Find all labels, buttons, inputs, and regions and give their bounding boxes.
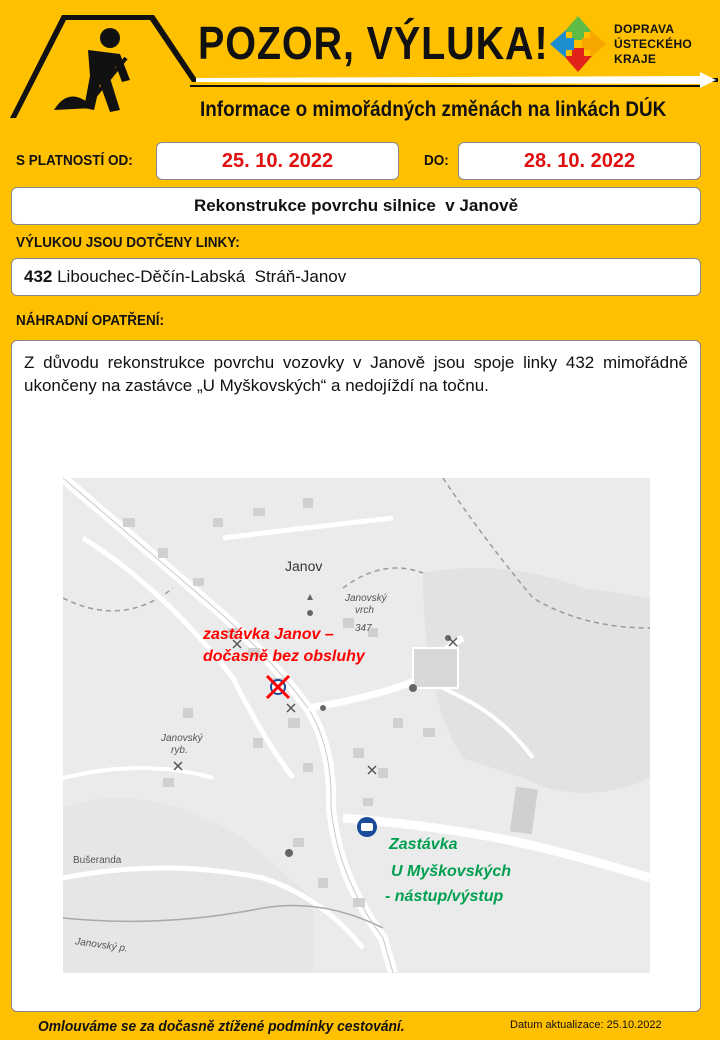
line-route: Libouchec-Děčín-Labská Stráň-Janov: [52, 267, 347, 286]
map-pond-label-1: Janovský: [161, 733, 203, 744]
replacement-label: NÁHRADNÍ OPATŘENÍ:: [16, 312, 164, 329]
map-farm-label: Bušeranda: [73, 855, 122, 866]
map-village-label: Janov: [285, 558, 323, 574]
valid-to-label: DO:: [424, 152, 449, 169]
map-stream-label: Janovský p.: [74, 936, 129, 955]
duk-logo-icon: [548, 14, 608, 74]
logo-text-2: ÚSTECKÉHO: [614, 37, 693, 51]
worker-icon: [40, 18, 160, 118]
affected-lines-label: VÝLUKOU JSOU DOTČENY LINKY:: [16, 234, 240, 251]
page-subtitle: Informace o mimořádných změnách na linkách DÚK: [200, 98, 667, 121]
affected-lines-box: [11, 258, 701, 296]
logo-text-1: DOPRAVA: [614, 22, 675, 36]
map-elevation: 347: [355, 623, 372, 634]
new-stop-label-2: U Myškovských: [391, 863, 512, 880]
closure-title-box: [11, 187, 701, 225]
closed-stop-label-1: zastávka Janov –: [203, 626, 334, 643]
map-pond-label-2: ryb.: [171, 745, 188, 756]
line-number: 432: [24, 267, 53, 286]
new-stop-label-1: Zastávka: [389, 836, 458, 853]
replacement-text: Z důvodu rekonstrukce povrchu vozovky v Janově jsou spoje linky 432 mimořádně ukončeny na zastávce „U Myškovských“ a nedojíždí na točnu.: [24, 353, 688, 395]
page-title: POZOR, VÝLUKA!: [198, 17, 549, 69]
footer-updated: Datum aktualizace: 25.10.2022: [510, 1019, 662, 1031]
closure-title: Rekonstrukce povrchu silnice v Janově: [193, 196, 519, 215]
valid-from-label: S PLATNOSTÍ OD:: [16, 152, 133, 169]
footer-apology: Omlouváme se za dočasně ztížené podmínky cestování.: [38, 1018, 405, 1035]
closed-stop-label-2: dočasně bez obsluhy: [203, 648, 365, 665]
map-hill-label-2: vrch: [355, 605, 374, 616]
route-map: [63, 478, 650, 973]
map-hill-label-1: Janovský: [345, 593, 387, 604]
map-base: [63, 478, 650, 973]
bus-stop-icon: [355, 815, 379, 839]
header: [0, 0, 720, 125]
valid-to-value: 28. 10. 2022: [458, 142, 701, 180]
valid-from-value: 25. 10. 2022: [156, 142, 399, 180]
new-stop-label-3: - nástup/výstup: [385, 888, 504, 905]
logo-text-3: KRAJE: [614, 52, 657, 66]
closed-stop-icon: [264, 673, 292, 701]
